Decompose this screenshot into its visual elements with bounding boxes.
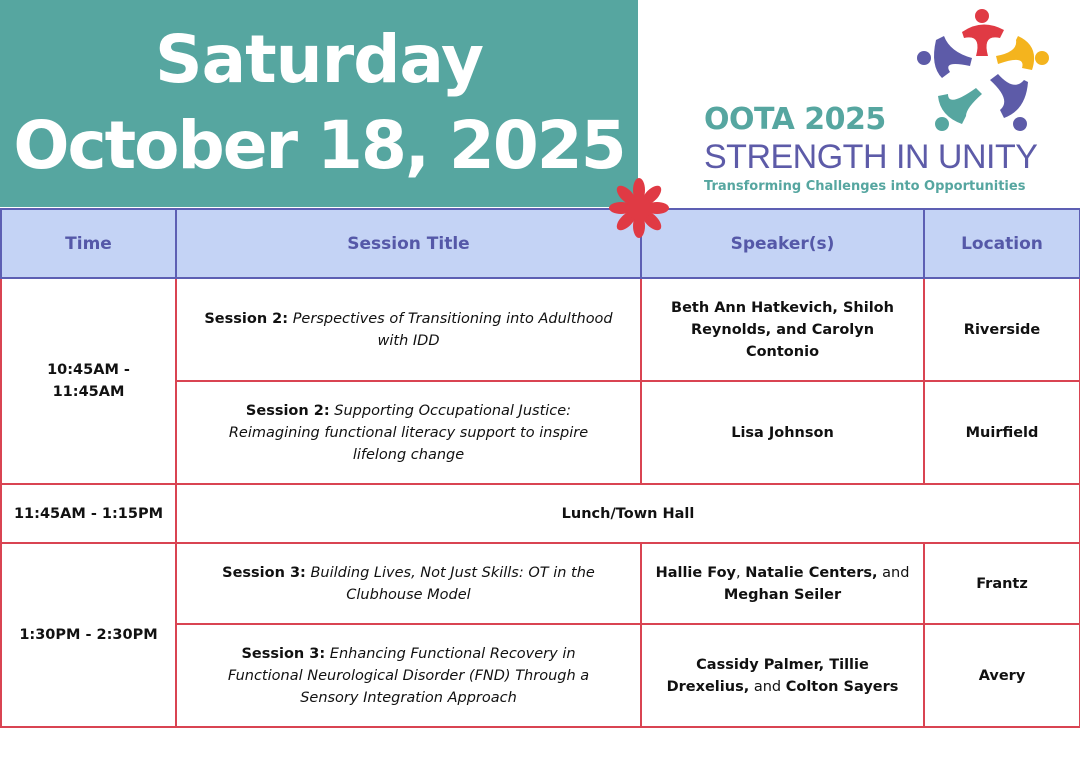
header-time: Time [1,209,176,278]
logo-person-yellow [996,36,1049,70]
table-header-row [1,209,1080,278]
logo-tagline: STRENGTH IN UNITY [704,138,1038,176]
speaker-name: Carolyn Contonio [745,321,875,360]
speaker-name: Tillie Drexelius, [666,656,869,695]
logo-person-purple-left [917,36,972,78]
speaker-name: Meghan Seiler [723,586,842,603]
speakers-cell [641,624,924,727]
location-cell: Avery [924,624,1080,727]
speaker-name: Colton Sayers [785,678,899,695]
speaker-separator: , and [765,321,812,338]
date-banner [0,0,638,207]
session-label: Session 3: [241,645,326,662]
session-cell [176,381,641,484]
session-label: Session 2: [245,402,330,419]
logo-person-teal [935,88,982,131]
speaker-separator: , [832,299,843,316]
table-row [1,484,1080,543]
speaker-name: Shiloh Reynolds [690,299,894,338]
speaker-separator: , [736,564,746,581]
session-title: Supporting Occupational Justice: Reimagining functional literacy support to inspire lifelong change [228,402,589,463]
schedule-table [0,208,1080,728]
session-label: Session 2: [204,310,289,327]
header-session-title: Session Title [176,209,641,278]
speaker-separator: and [749,678,786,695]
time-cell: 1:30PM - 2:30PM [1,543,176,727]
speaker-separator: and [877,564,910,581]
speaker-name: Hallie Foy [655,564,737,581]
table-row [1,543,1080,624]
header-location: Location [924,209,1080,278]
time-cell: 11:45AM - 1:15PM [1,484,176,543]
speakers-cell [641,381,924,484]
session-title: Enhancing Functional Recovery in Functional Neurological Disorder (FND) Through a Sensory Integration Approach [227,645,590,706]
header-speakers: Speaker(s) [641,209,924,278]
speaker-name: Beth Ann Hatkevich [671,299,833,316]
session-title: Perspectives of Transitioning into Adulthood with IDD [292,310,613,349]
flower-icon [609,177,669,239]
speakers-cell [641,543,924,624]
location-cell: Frantz [924,543,1080,624]
session-cell [176,624,641,727]
session-cell [176,543,641,624]
logo-title: OOTA 2025 [704,102,886,137]
speakers-cell [641,278,924,381]
speaker-name: Natalie Centers, [745,564,878,581]
table-row [1,278,1080,381]
time-cell: 10:45AM - 11:45AM [1,278,176,484]
oota-logo-emblem [914,6,1052,136]
logo-person-purple-right [990,74,1028,131]
speaker-separator: , [818,656,830,673]
session-label: Session 3: [222,564,306,581]
logo-subtagline: Transforming Challenges into Opportunities [704,179,1026,194]
logo-person-red [962,9,1004,56]
location-cell: Riverside [924,278,1080,381]
session-cell [176,278,641,381]
date-day: Saturday [155,21,483,98]
speaker-name: Lisa Johnson [731,424,834,441]
location-cell: Muirfield [924,381,1080,484]
lunch-event-cell: Lunch/Town Hall [176,484,1080,543]
session-title: Building Lives, Not Just Skills: OT in the Clubhouse Model [310,564,595,603]
speaker-name: Cassidy Palmer [696,656,819,673]
date-full: October 18, 2025 [13,107,625,184]
